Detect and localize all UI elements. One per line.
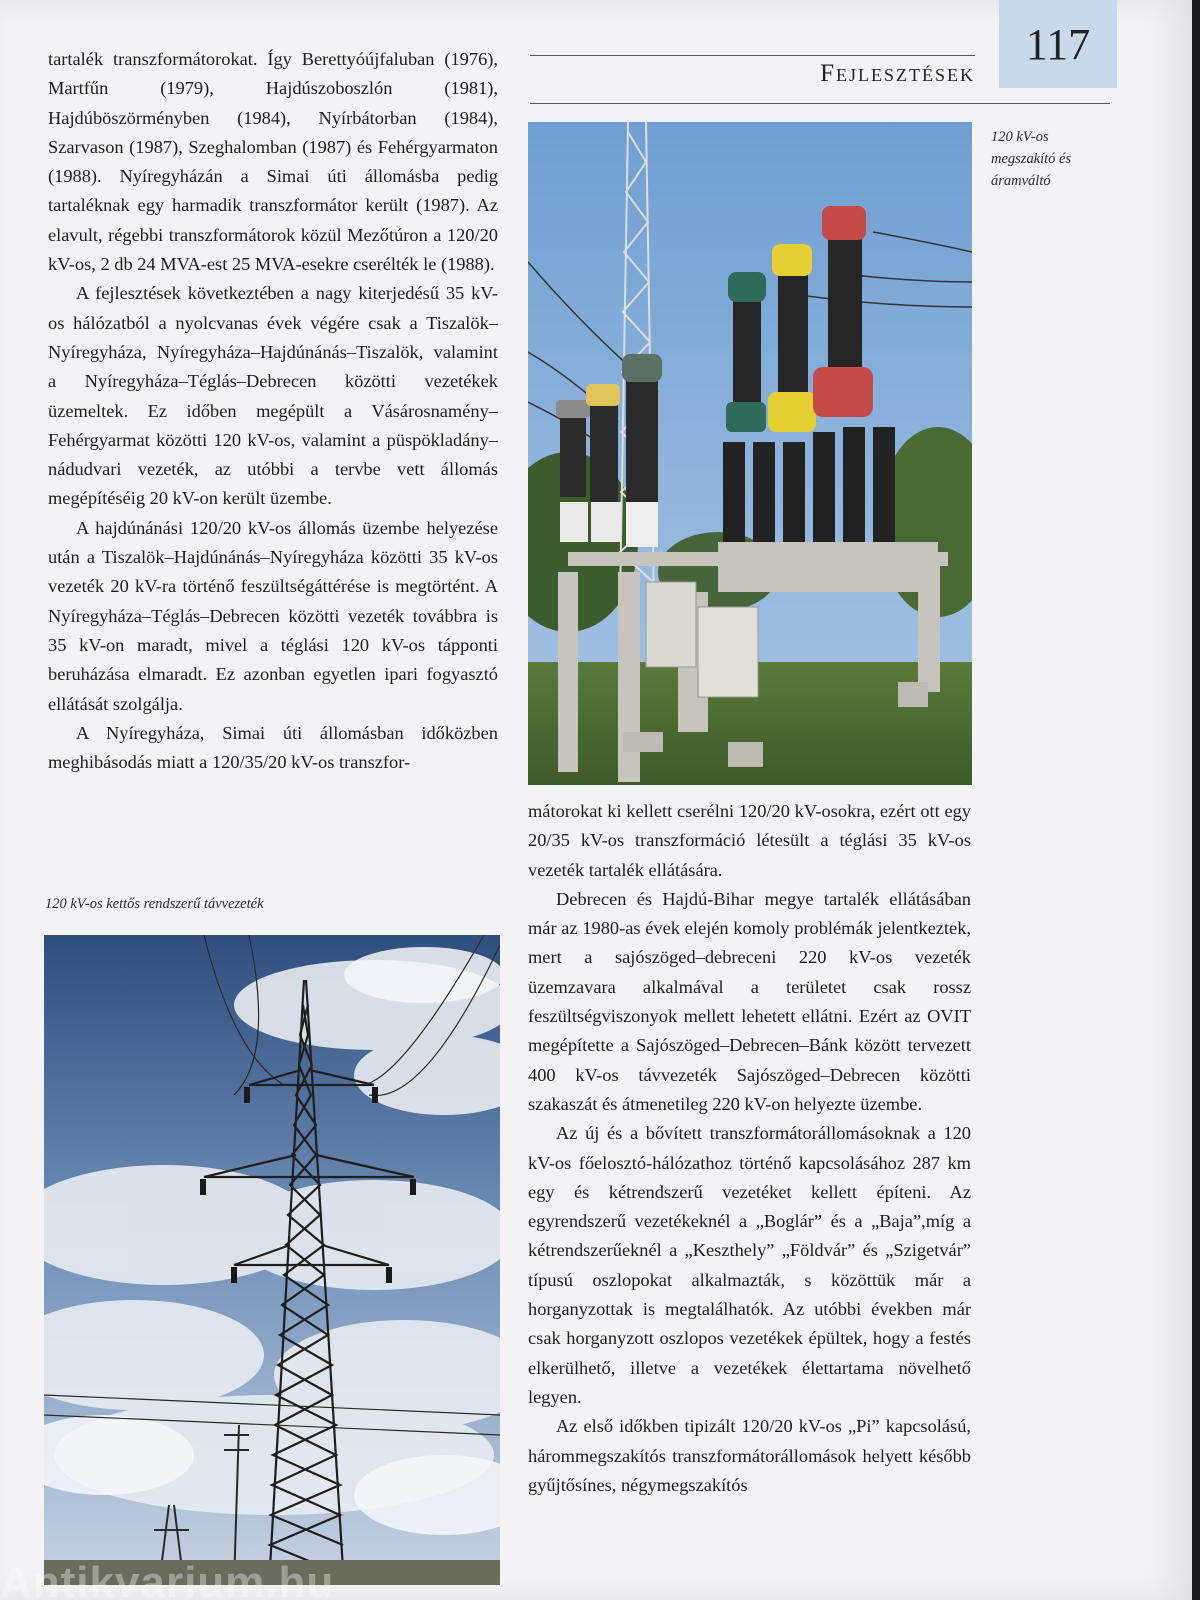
header-rule-bottom — [530, 103, 1110, 104]
watermark: Antikvarium.hu — [0, 1558, 335, 1600]
section-title: Fejlesztések — [820, 60, 975, 87]
transmission-tower-photo — [44, 935, 500, 1585]
header-rule-top — [530, 55, 975, 56]
paragraph: mátorokat ki kellett cserélni 120/20 kV-osokra, ezért ott egy 20/35 kV-os transzformáció létesült a téglási 35 kV-os vezeték tartalék ellátására. — [528, 801, 971, 880]
left-text-column — [48, 45, 498, 777]
photo-caption-left: 120 kV-os kettős rendszerű távvezeték — [45, 896, 264, 912]
paragraph: A hajdúnánási 120/20 kV-os állomás üzembe helyezése után a Tiszalök–Hajdúnánás–Nyíregyháza közötti 35 kV-os vezeték 20 kV-ra történő feszültségáttérése is megtörtént. A Nyíregyháza–Téglás–Debrecen közötti vezeték továbbra is 35 kV-on maradt, mivel a téglási 120 kV-os tápponti beruházása elmaradt. Ez azonban egyetlen ipari fogyasztó ellátását szolgálja. — [48, 517, 498, 714]
paragraph: tartalék transzformátorokat. Így Berettyóújfaluban (1976), Martfűn (1979), Hajdúszoboszlón (1981), Hajdúböszörményben (1984), Nyírbátorban (1984), Szarvason (1987), Szeghalomban (1987) és Fehérgyarmaton (1988). Nyíregyházán a Simai úti állomásba pedig tartaléknak egy harmadik transzformátor került (1987). Az elavult, régebbi transzformátorok közül Mezőtúron a 120/20 kV-os, 2 db 24 MVA-est 25 MVA-esekre cserélték le (1988). — [48, 49, 498, 275]
paragraph: Debrecen és Hajdú-Bihar megye tartalék ellátásában már az 1980-as évek elején komoly problémák jelentkeztek, mert a sajószöged–debreceni 220 kV-os vezeték üzemzavara alkalmával a területet csak rossz feszültségviszonyok mellett lehetett ellátni. Ezért az OVIT megépítette a Sajószöged–Debrecen–Bánk között tervezett 400 kV-os távvezeték Sajószöged–Debrecen közötti szakaszát és átmenetileg 220 kV-on helyezte üzembe. — [528, 888, 971, 1114]
photo-caption-right: 120 kV-os megszakító és áramváltó — [991, 129, 1072, 189]
transmission-tower-illustration — [44, 935, 500, 1585]
paragraph: A fejlesztések következtében a nagy kiterjedésű 35 kV-os hálózatból a nyolcvanas évek végére csak a Tiszalök–Nyíregyháza, Nyíregyháza–Hajdúnánás–Tiszalök, valamint a Nyíregyháza–Téglás–Debrecen közötti vezetékek üzemeltek. Ez időben megépült a Vásárosnamény–Fehérgyarmat közötti 120 kV-os, valamint a püspökladány–nádudvari vezeték, az utóbbi a tervbe vett állomás megépítéséig 20 kV-on került üzembe. — [48, 283, 498, 509]
circuit-breaker-photo — [528, 122, 972, 785]
right-text-column — [528, 797, 971, 1500]
paragraph: Az új és a bővített transzformátorállomásoknak a 120 kV-os főelosztó-hálózathoz történő kapcsolásához 287 km egy és kétrendszerű vezetéket kellett építeni. Az egyrendszerű vezetékeknél a „Boglár” és a „Baja”,míg a kétrendszerűeknél a „Keszthely” „Földvár” és „Szigetvár” típusú oszlopokat alkalmazták, s közöttük már a horganyzottak is megtalálhatók. Az utóbbi években már csak horganyzott oszlopos vezetékek épültek, hogy a festés elkerülhető, illetve a vezetékek élettartama növelhető legyen. — [528, 1123, 971, 1407]
paragraph: Az első időkben tipizált 120/20 kV-os „Pi” kapcsolású, hárommegszakítós transzformátorállomások helyett később gyűjtősínes, négymegszakítós — [528, 1416, 971, 1495]
circuit-breaker-illustration — [528, 122, 972, 785]
page-number: 117 — [999, 0, 1117, 88]
paragraph: A Nyíregyháza, Simai úti állomásban időközben meghibásodás miatt a 120/35/20 kV-os transzfor- — [48, 722, 498, 773]
